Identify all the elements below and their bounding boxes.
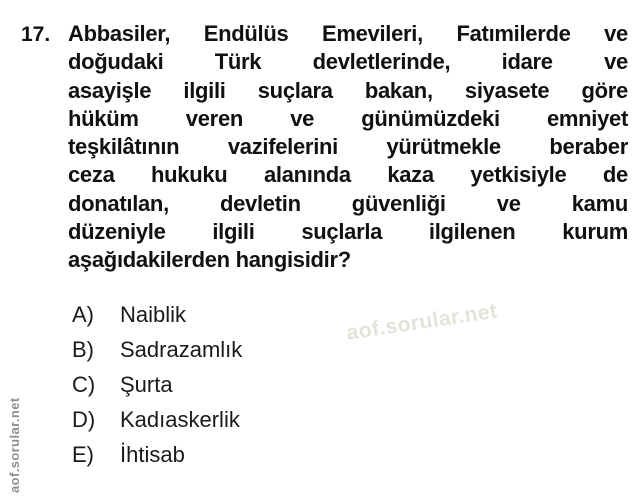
question-line: donatılan, devletin güvenliği ve kamu <box>68 190 628 216</box>
option-text: Şurta <box>120 372 173 397</box>
option-row-c <box>72 367 492 402</box>
question-line: hüküm veren ve günümüzdeki emniyet <box>68 105 628 131</box>
watermark-vertical-left: aof.sorular.net <box>7 397 22 493</box>
option-text: İhtisab <box>120 442 185 467</box>
question-line: doğudaki Türk devletlerinde, idare ve <box>68 49 628 75</box>
option-label: C) <box>72 372 96 397</box>
option-text: Naiblik <box>120 302 187 327</box>
question-text <box>68 20 628 275</box>
option-row-b <box>72 332 492 367</box>
question-line: ceza hukuku alanında kaza yetkisiyle de <box>68 162 628 188</box>
question-line: aşağıdakilerden hangisidir? <box>68 247 351 273</box>
option-text: Kadıaskerlik <box>120 407 240 432</box>
watermark-center: aof.sorular.net <box>345 299 499 345</box>
option-label: B) <box>72 337 94 362</box>
question-line: asayişle ilgili suçlara bakan, siyasete göre <box>68 77 628 103</box>
option-label: E) <box>72 442 94 467</box>
question-number: 17. <box>21 23 51 46</box>
option-text: Sadrazamlık <box>120 337 243 362</box>
question-line: teşkilâtının vazifelerini yürütmekle beraber <box>68 134 628 160</box>
question-line: Abbasiler, Endülüs Emevileri, Fatımilerde ve <box>68 21 628 46</box>
option-row-d <box>72 402 492 437</box>
option-row-e <box>72 437 492 472</box>
question-line: düzeniyle ilgili suçlarla ilgilenen kurum <box>68 219 628 245</box>
option-label: D) <box>72 407 96 432</box>
option-label: A) <box>72 302 94 327</box>
